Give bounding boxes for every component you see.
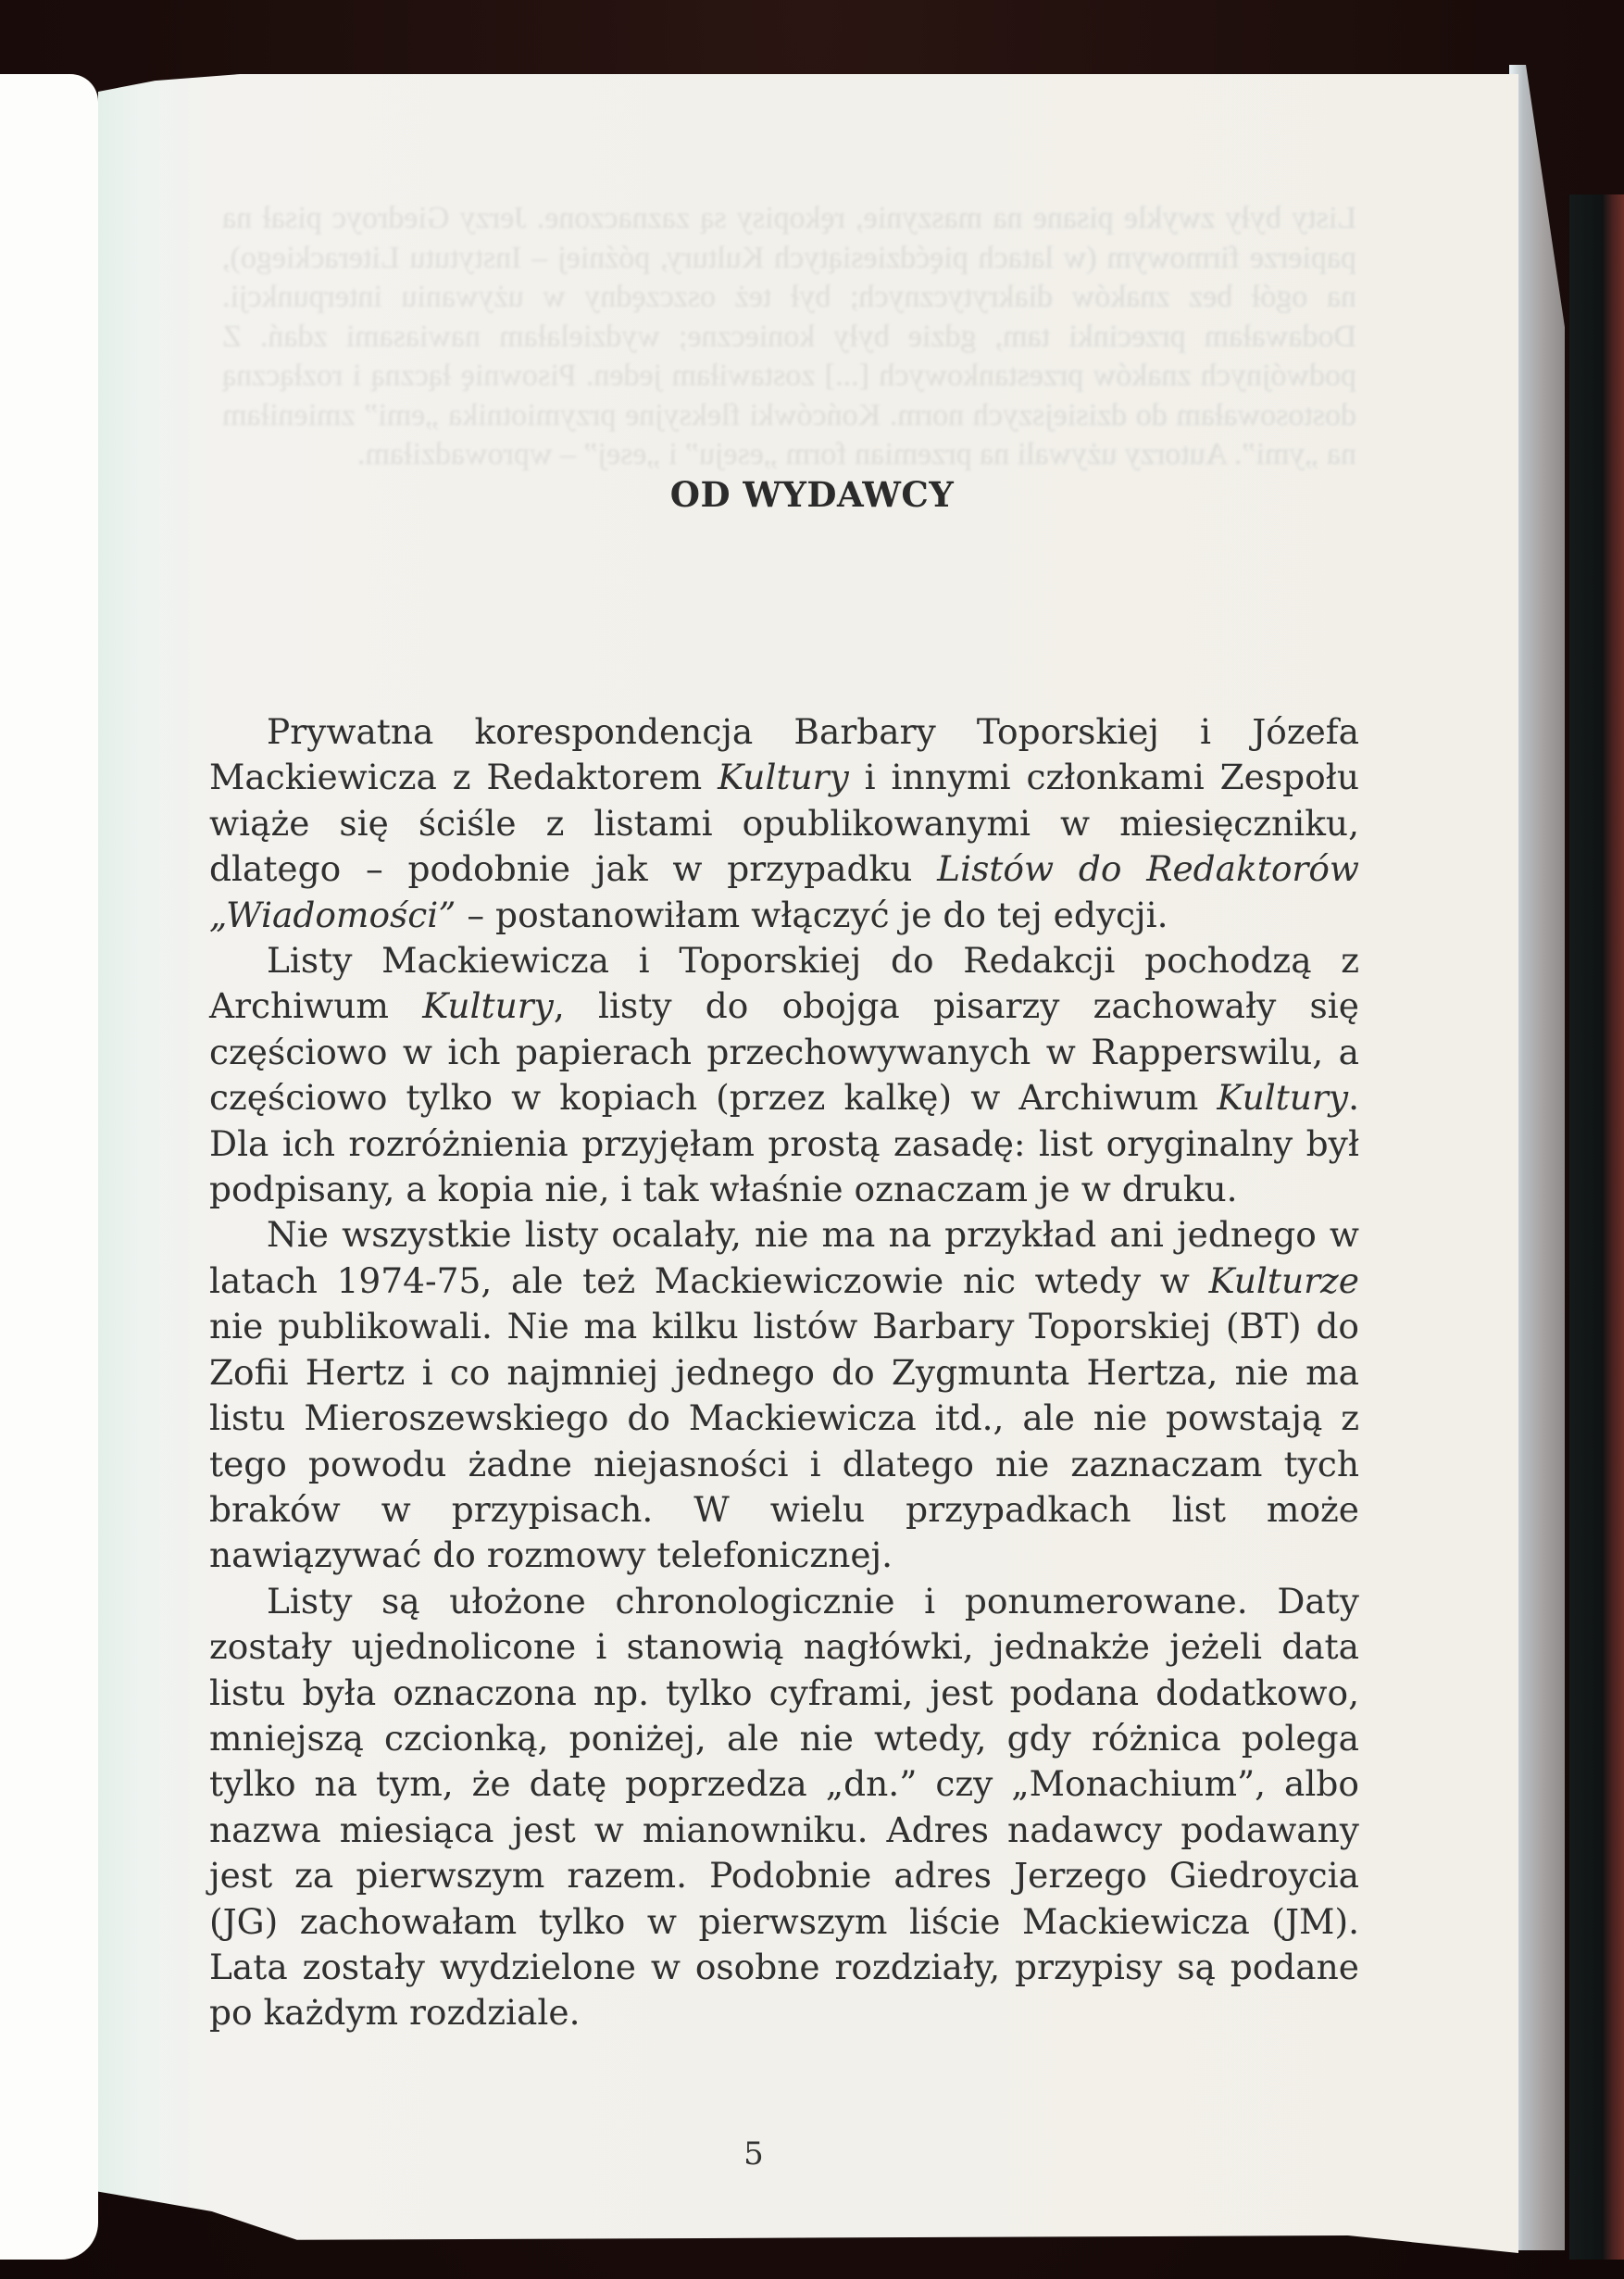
facing-page-edge <box>0 74 98 2260</box>
italic-title-reference: Listów do Redaktorów „Wiadomości” <box>209 848 1359 935</box>
body-text <box>209 709 1359 2036</box>
text-segment: nie publikowali. Nie ma kilku listów Barbary Toporskiej (BT) do Zofii Hertz i co najmniej jednego do Zygmunta Hertza, nie ma listu Mieroszewskiego do Mackiewicza itd., ale nie powstają z tego powodu żadne niejasności i dlatego nie zaznaczam tych braków w przypisach. W wielu przypadkach list może nawiązywać do rozmowy telefonicznej. <box>209 1306 1359 1576</box>
paragraph <box>209 938 1359 1212</box>
text-segment: , listy do obojga pisarzy zachowały się częściowo w ich papierach przechowywanych w Rapperswilu, a częściowo tylko w kopiach (przez kalkę) w Archiwum <box>209 985 1359 1119</box>
italic-title-reference: Kulturze <box>1208 1259 1359 1301</box>
text-segment: Nie wszystkie listy ocalały, nie ma na przykład ani jednego w latach 1974-75, ale też Mackiewiczowie nic wtedy w <box>209 1214 1359 1301</box>
italic-title-reference: Kultury <box>422 985 554 1027</box>
text-segment: i innymi członkami Zespołu wiąże się ściśle z listami opublikowanymi w miesięczniku, dlatego – podobnie jak w przypadku <box>209 757 1359 890</box>
paragraph <box>209 709 1359 938</box>
text-segment: Listy Mackiewicza i Toporskiej do Redakcji pochodzą z Archiwum <box>209 940 1359 1027</box>
text-segment: . Dla ich rozróżnienia przyjęłam prostą zasadę: list oryginalny był podpisany, a kopia nie, i tak właśnie oznaczam je w druku. <box>209 1077 1359 1210</box>
italic-title-reference: Kultury <box>1217 1077 1349 1119</box>
paragraph <box>209 1212 1359 1578</box>
chapter-title: OD WYDAWCY <box>669 474 955 515</box>
text-segment: Listy są ułożone chronologicznie i ponumerowane. Daty zostały ujednolicone i stanowią nagłówki, jednakże jeżeli data listu była oznaczona np. tylko cyframi, jest podana dodatkowo, mniejszą czcionką, poniżej, ale nie wtedy, gdy różnica polega tylko na tym, że datę poprzedza „dn.” czy „Monachium”, albo nazwa miesiąca jest w mianowniku. Adres nadawcy podawany jest za pierwszym razem. Podobnie adres Jerzego Giedroycia (JG) zachowałam tylko w pierwszym liście Mackiewicza (JM). Lata zostały wydzielone w osobne rozdziały, przypisy są podane po każdym rozdziale. <box>209 1580 1359 2034</box>
italic-title-reference: Kultury <box>718 757 849 798</box>
text-segment: Prywatna korespondencja Barbary Toporskiej i Józefa Mackiewicza z Redaktorem <box>209 711 1359 798</box>
paragraph <box>209 1579 1359 2036</box>
page-number: 5 <box>743 2135 764 2173</box>
text-segment: – postanowiłam włączyć je do tej edycji. <box>456 894 1168 935</box>
